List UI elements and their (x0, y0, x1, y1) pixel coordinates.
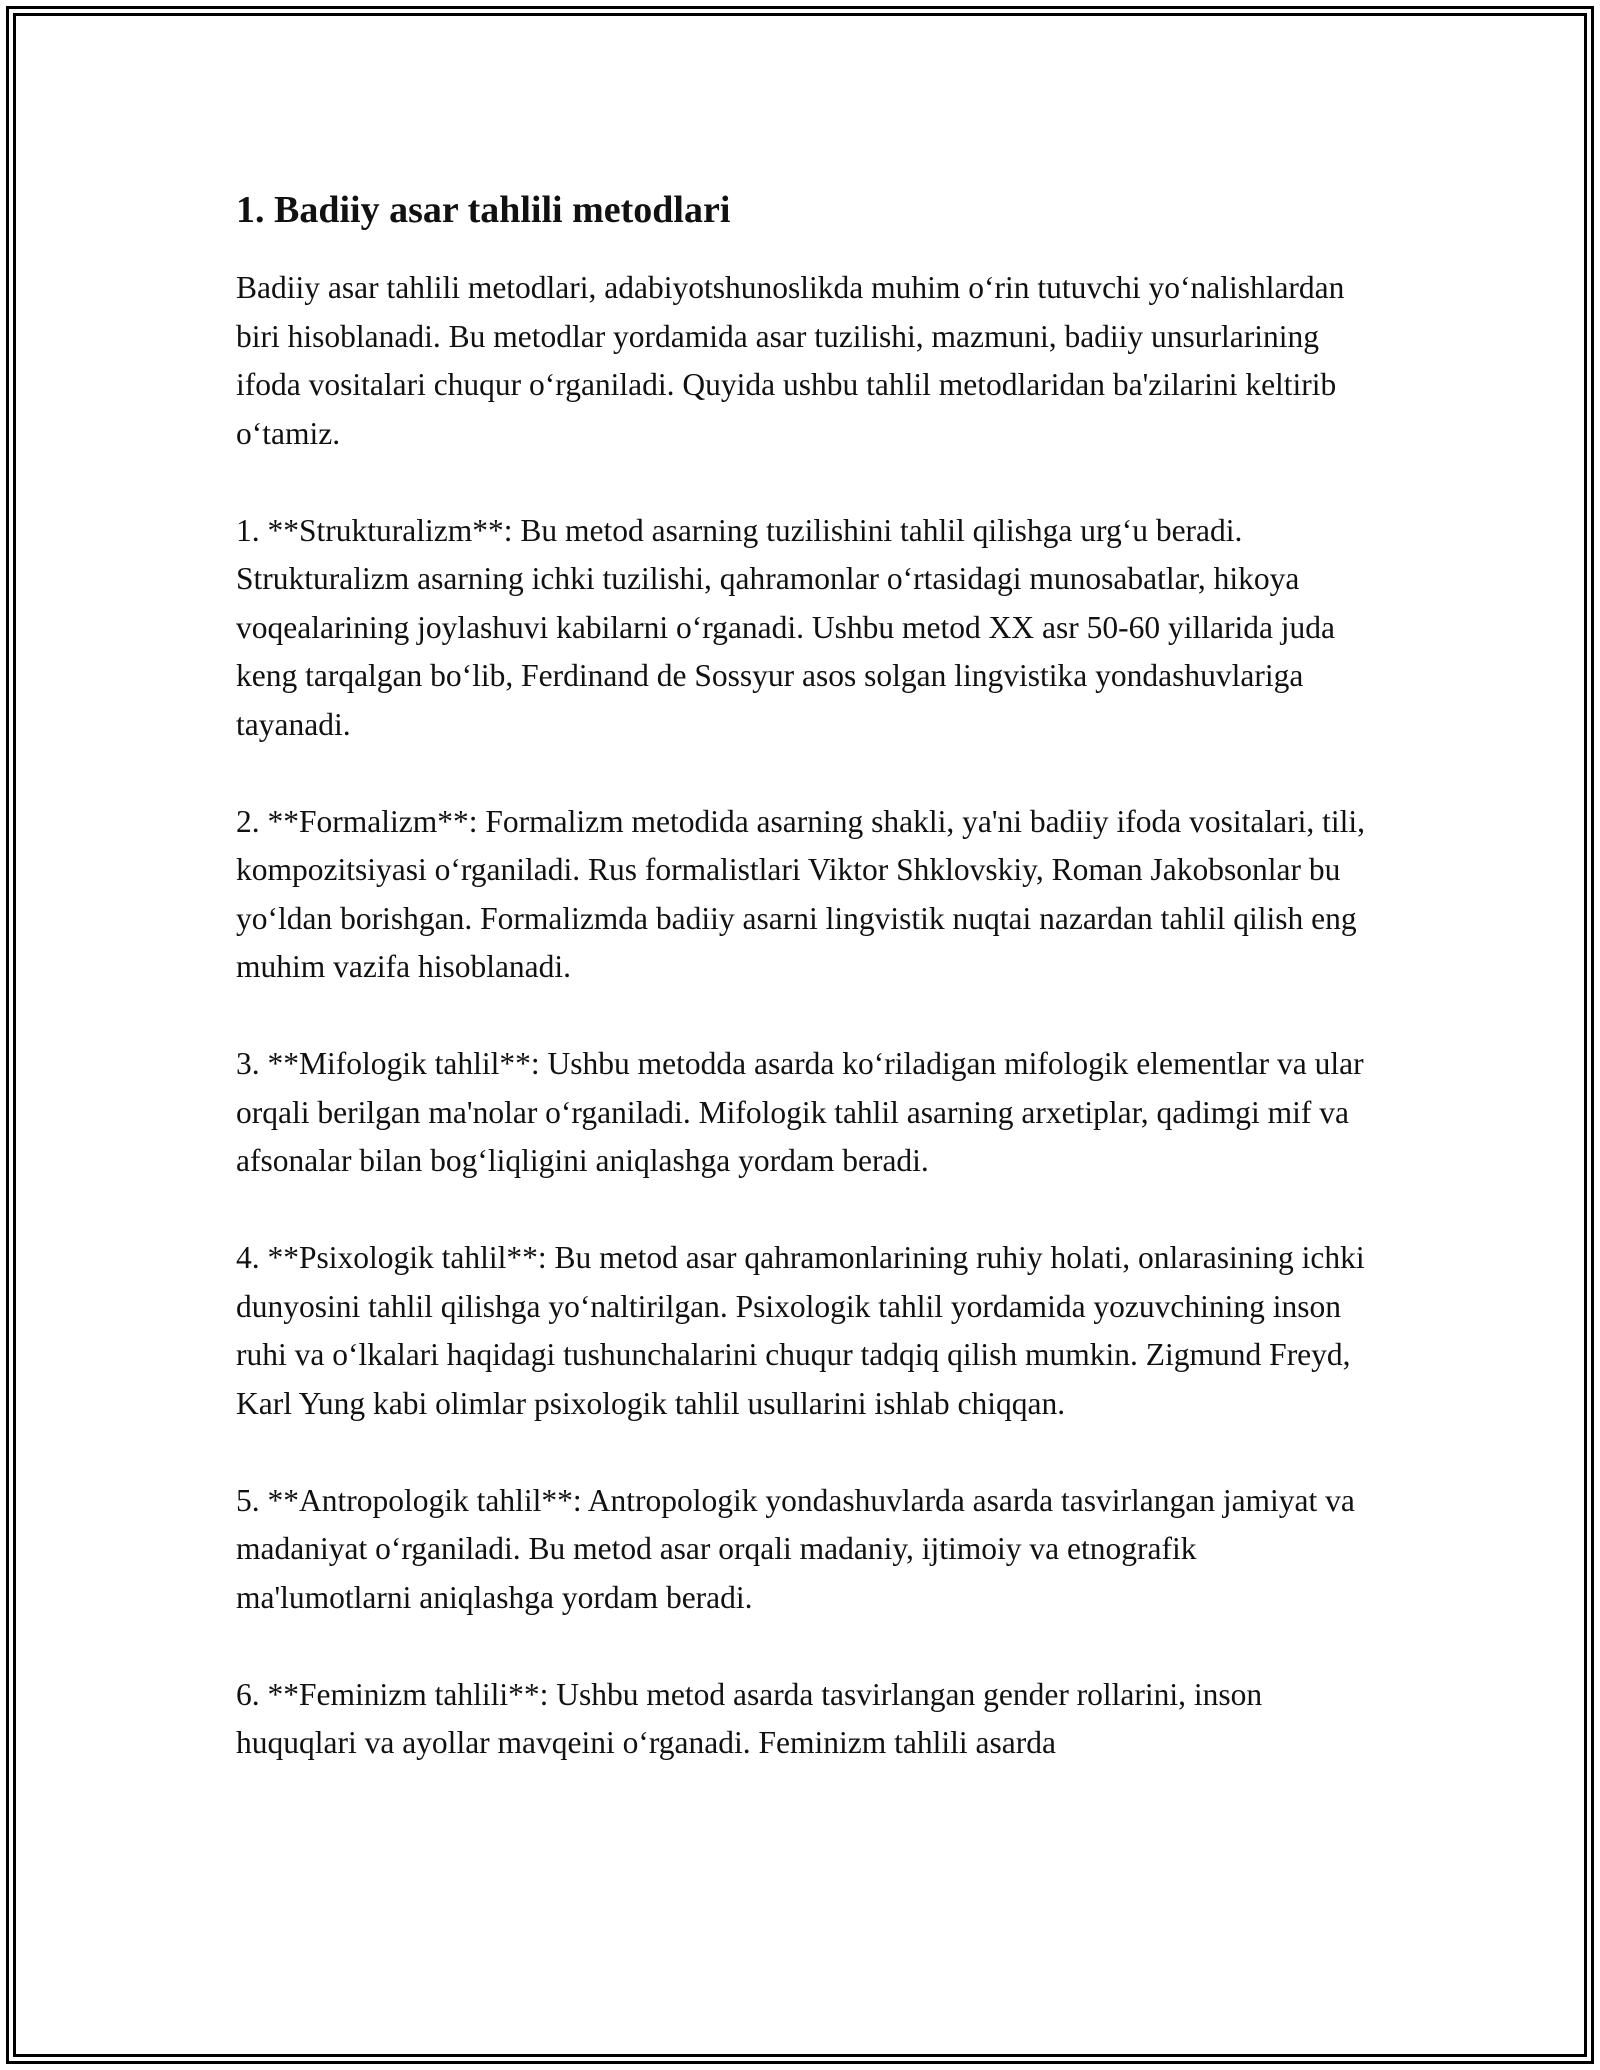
list-item-psixologik-tahlil: 4. **Psixologik tahlil**: Bu metod asar qahramonlarining ruhiy holati, onlarasining ichki dunyosini tahlil qilishga yo‘naltirilgan. Psixologik tahlil yordamida yozuvchining inson ruhi va o‘lkalari haqidagi tushunchalarini chuqur tadqiq qilish mumkin. Zigmund Freyd, Karl Yung kabi olimlar psixologik tahlil usullarini ishlab chiqqan. (236, 1240, 1365, 1421)
intro-paragraph: Badiiy asar tahlili metodlari, adabiyotshunoslikda muhim o‘rin tutuvchi yo‘nalishlardan biri hisoblanadi. Bu metodlar yordamida asar tuzilishi, mazmuni, badiiy unsurlarining ifoda vositalari chuqur o‘rganiladi. Quyida ushbu tahlil metodlaridan ba'zilarini keltirib o‘tamiz. (236, 270, 1345, 451)
list-item-formalizm: 2. **Formalizm**: Formalizm metodida asarning shakli, ya'ni badiiy ifoda vositalari, tili, kompozitsiyasi o‘rganiladi. Rus formalistlari Viktor Shklovskiy, Roman Jakobsonlar bu yo‘ldan borishgan. Formalizmda badiiy asarni lingvistik nuqtai nazardan tahlil qilish eng muhim vazifa hisoblanadi. (236, 803, 1365, 984)
list-item-strukturalizm: 1. **Strukturalizm**: Bu metod asarning tuzilishini tahlil qilishga urg‘u beradi. Strukturalizm asarning ichki tuzilishi, qahramonlar o‘rtasidagi munosabatlar, hikoya voqealarining joylashuvi kabilarni o‘rganadi. Ushbu metod XX asr 50-60 yillarida juda keng tarqalgan bo‘lib, Ferdinand de Sossyur asos solgan lingvistika yondashuvlariga tayanadi. (236, 512, 1336, 742)
list-item-feminizm-tahlili: 6. **Feminizm tahlili**: Ushbu metod asarda tasvirlangan gender rollarini, inson huquqlari va ayollar mavqeini o‘rganadi. Feminizm tahlili asarda (236, 1676, 1263, 1760)
section-heading: 1. Badiiy asar tahlili metodlari (236, 189, 731, 231)
document-body (236, 186, 1366, 1768)
list-item-antropologik-tahlil: 5. **Antropologik tahlil**: Antropologik yondashuvlarda asarda tasvirlangan jamiyat va madaniyat o‘rganiladi. Bu metod asar orqali madaniy, ijtimoiy va etnografik ma'lumotlarni aniqlashga yordam beradi. (236, 1482, 1355, 1615)
list-item-mifologik-tahlil: 3. **Mifologik tahlil**: Ushbu metodda asarda ko‘riladigan mifologik elementlar va ular orqali berilgan ma'nolar o‘rganiladi. Mifologik tahlil asarning arxetiplar, qadimgi mif va afsonalar bilan bog‘liqligini aniqlashga yordam beradi. (236, 1046, 1364, 1178)
